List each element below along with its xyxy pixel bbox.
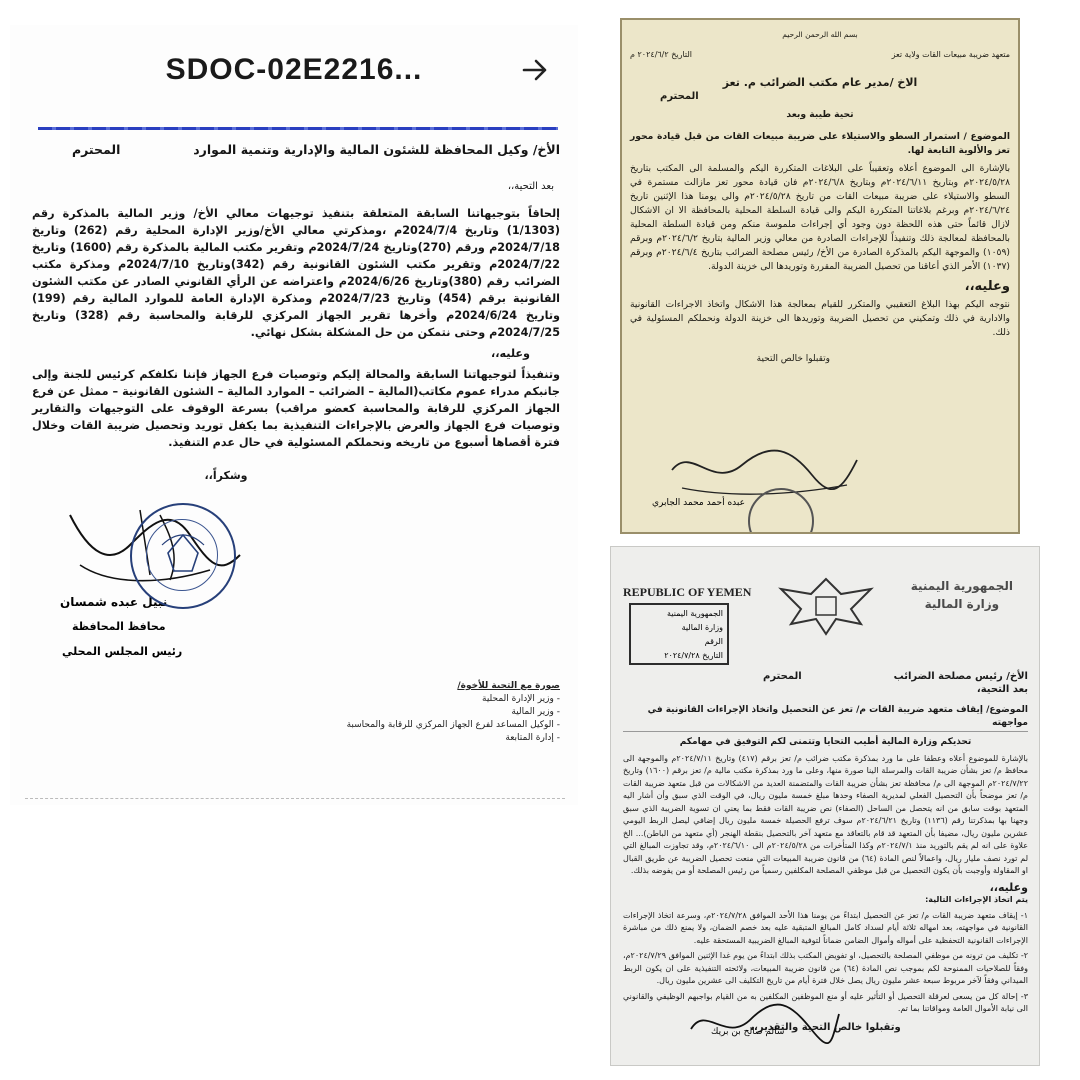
letter3-procedure-item: ٢- تكليف من ترونه من موظفي المصلحة بالتحصيل، او تفويض المكتب بذلك ابتداءً من يوم غدا الإثنين الموافق ٢٠٢٤/٧/٢٩م، وفقاً للصلاحيات الممنوحة لكم بموجب نص المادة (٦٤) من قانون ضريبة المبيعات، ولائحته التنفيذية على ان يكون الربط الميداني وفقاً لآخر مربوط سبعة عشر مليون ريال يصل خلال فترة أيام من تاريخ التكليف الى عشرين مليون ريال. [623, 951, 1028, 985]
letter2-wa-alayh: وعليه،، [964, 279, 1010, 294]
letter2-addressee: الاخ /مدير عام مكتب الضرائب م. تعز [722, 76, 918, 89]
letter1-cc-item: - الوكيل المساعد لفرع الجهاز المركزي للرقابة والمحاسبة [346, 720, 560, 730]
letter3-warning: تحذيكم وزارة المالية أطيب التحايا وتتمنى لكم التوفيق في مهامكم [679, 737, 972, 747]
official-seal-icon [130, 503, 236, 609]
document-panel-top-right [620, 18, 1020, 534]
letter1-thanks: وشكراً،، [204, 469, 248, 482]
letter2-greeting: تحية طيبة وبعد [786, 109, 854, 120]
document-panel-left [10, 25, 578, 805]
document-panel-bottom-right [610, 546, 1040, 1066]
letter3-right-header-line: الجمهورية اليمنية [910, 579, 1013, 593]
letter3-wa-alayh: وعليه،، [989, 880, 1028, 894]
letter3-signer: سالم صالح بن بريك [711, 1027, 785, 1037]
letter2-meta-row [630, 48, 1010, 62]
letter2-body [630, 28, 1010, 366]
letter3-procedures-intro: يتم اتخاذ الإجراءات التالية: [925, 895, 1028, 904]
letter2-closing: وتقبلوا خالص التحية [756, 354, 830, 364]
doc-header-bar [10, 25, 578, 115]
letter3-closing: وتقبلوا خالص التحية والتقدير،، [750, 1021, 901, 1033]
letter3-stamp-line: الجمهورية اليمنية [666, 609, 723, 618]
letter1-signer-title: محافظ المحافظة [72, 620, 166, 633]
handwritten-signature-icon [681, 999, 841, 1049]
letter2-paragraph-1: بالإشارة الى الموضوع أعلاه وتعقيباً على البلاغات المتكررة اليكم والمسلمة الى المكتب بتاريخ ٢٠٢٤/٥/٢٨م وبتاريخ ٢٠٢٤/٦/١١م وبتاريخ ٢٠٢٤/٦/٨م فان قيادة محور تعز مازالت مستمرة في السطو والاستيلاء على ضريبة مبيعات القات من تاريخ ٢٠٢٤/٥/٢٨م والى يومنا هذا الإثنين تاريخ ٢٠٢٤/٦/٢٤م وبرغم بلاغاتنا المتكررة اليكم والى قيادة السلطة المحلية بالمحافظة الا ان الاشكال لازال قائماً حتى هذه اللحظة دون وجود أي إجراءات ملموسة منكم ومن قيادة السلطة المحلية بالمحافظة لمعالجة ذلك وتنفيذاً للإجراءات الصادرة من معالي وزير المالية بتاريخ ٢٠٢٤/٦/٢م وبرقم (١٠٥٩) والموجهة اليكم بالمذكرة الصادرة من الأخ/ رئيس مصلحة الضرائب بتاريخ ٢٠٢٤/٦/٤م وبرقم (١٠٣٧) الأمر الذي أعاقنا من تحصيل الضريبة المقررة وتوريدها الى خزينة الدولة. [630, 163, 1010, 272]
eagle-emblem-icon [771, 569, 881, 639]
letter3-paragraph-1: بالإشارة للموضوع أعلاه وعطفا على ما ورد بمذكرة مكتب ضرائب م/ تعز برقم (٤١٧) وتاريخ ٢٠٢٤/٧/١١م والموجهة الى محافظ م/ تعز بشأن ضريبة القات والمرسلة الينا صورة منها، وعلى ما ورد بمذكرة مكتب مالية م/ تعز برقم (١٦٠٠) وتاريخ ٢٠٢٤/٧/٢٢م الموجهة الى م/ محافظة تعز بشأن ضريبة القات والمتضمنة العديد من الاشكالات من قبل متعهد ضريبة القات م/ تعز موضحاً بأن التحصيل الفعلي لمديرية الصفاء وحدها مبلغ خمسة مليون ريال، في الوقت الذي سبق وأن أشار اليه المتعهد بوقت سابق من انه يتحصل من الساحل (الصفاء) نص ضريبة القات فقط بما يعني ان تسوية الضريبة الذي سبق وجهنا بها بمذكرتنا رقم (١١٣٦) وتاريخ ٢٠٢٤/٦/٢١م سوف ترفع الحصيلة خمسة مليون ريال إضافي ليصل الربط اليومي عشرين مليون ريال، مضيفا بأن المتعهد قد قام بالتعاقد مع متعهد آخر بالتحصيل بنقطة الهنجر (أي متعهد من الباطن)... الخ علاوة على انه لم يقم بالتوريد منذ ٢٠٢٤/٧/١م وكذا المتأخرات من ٢٠٢٤/٥/٢٨م الى ٢٠٢٤/٦/١٠م، وقد تجاوزت المبالغ التي لم تورد نصف مليار ريال، واعمالاً لنص المادة (٦٤) من قانون ضريبة المبيعات التي منعت تحصيل الضريبة عن طريق القبال او المقاولة وأوجبت بأن يكون التحصيل من قبل موظفي المصلحة المكلفين رسمياً من رئيس المصلحة أو من يفوضه بذلك. [623, 753, 1029, 875]
letter2-date: التاريخ ٢٠٢٤/٦/٢ م [630, 50, 692, 59]
scan-edge-line [38, 127, 558, 130]
letter1-signer-title-2: رئيس المجلس المحلي [62, 645, 183, 658]
letter2-subject: الموضوع / استمرار السطو والاستيلاء على ضريبة مبيعات القات من قبل قيادة محور تعز والألوية التابعة لها. [630, 131, 1010, 156]
letter1-cc-item: - وزير الإدارة المحلية [482, 694, 560, 704]
letter1-cc-block [260, 680, 560, 745]
letter3-respect: المحترم [763, 671, 802, 682]
letter3-body [623, 671, 1028, 1034]
letter1-signer-name: نبيل عبده شمسان [60, 595, 168, 609]
letter2-basmala: بسم الله الرحمن الرحيم [782, 30, 858, 39]
letter3-registry-stamp [629, 603, 729, 665]
letter3-subject: الموضوع/ إيقاف متعهد ضريبة القات م/ تعز عن التحصيل واتخاذ الإجراءات القانونية في مواجهته [623, 704, 1028, 732]
letter3-right-header-line: وزارة المالية [924, 597, 1000, 611]
letter2-signer: عبده أحمد محمد الجابري [652, 498, 745, 508]
letter1-cc-item: - إدارة المتابعة [505, 733, 560, 743]
letter1-greeting: بعد التحية،، [507, 181, 554, 192]
letter3-stamp-line: الرقم [704, 637, 723, 646]
letter1-body [32, 135, 560, 484]
letter1-wa-alayh: وعليه،، [490, 347, 530, 360]
letter1-paragraph-2: وتنفيذاً لتوجيهاتنا السابقة والمحالة إليكم وتوصيات فرع الجهاز فإننا نكلفكم كرئيس للجنة وإلى جانبكم مدراء عموم مكاتب(المالية – الضرائب – الموارد المالية – الشئون القانونية – ممثل عن فرع الجهاز المركزي للرقابة والمحاسبة كعضو مراقب) بسرعة الوقوف على التوجيهات والتقارير وتوصيات فرع الجهاز والعرض بالإجراءات التنفيذية بما يكفل توريد وتحصيل ضريبة القات وخلال فترة أقصاها أسبوع من تاريخه ونحملكم المسئولية في حال عدم التنفيذ. [32, 368, 560, 449]
letter3-stamp-line: التاريخ ٢٠٢٤/٧/٢٨ [664, 651, 723, 660]
letter3-left-header: REPUBLIC OF YEMEN [623, 585, 752, 599]
doc-id-title: SDOC-02E2216... [165, 53, 423, 86]
letter1-addressee: الأخ/ وكيل المحافظة للشئون المالية والإدارية وتنمية الموارد [193, 142, 560, 157]
letter1-paragraph-1: إلحاقاً بتوجيهاتنا السابقة المتعلقة بتنفيذ توجيهات معالي الأخ/ وزير المالية بالمذكرة رقم (1/1303) وتاريخ 2024/7/4م ،ومذكرتي معالي الأخ/وزير الإدارة المحلية رقم (262) وتاريخ 2024/7/18م ورقم (270)وتاريخ 2024/7/24م وتقرير مكتب المالية بالمذكرة رقم (1600) وتاريخ 2024/7/22م وتقرير مكتب الشئون القانونية رقم (342)وتاريخ 2024/7/10م ومذكرة مكتب الضرائب رقم (380)وتاريخ 2024/6/26م واعتراضه عن الرأي القانوني الصادر عن مكتب الشئون القانونية برقم (454) وتاريخ 2024/7/23م ومذكرة الإدارة العامة للموارد المالية رقم (199) وتاريخ 2024/6/24م وأخرها تقرير الجهاز المركزي للرقابة والمحاسبة رقم (328) وتاريخ 2024/7/25م وحتى نتمكن من حل المشكلة بشكل نهائي. [32, 207, 561, 339]
scan-bottom-edge [25, 798, 565, 799]
letter2-respect: المحترم [660, 91, 699, 102]
letter3-address-row [623, 671, 1028, 684]
letter1-cc-item: - وزير المالية [511, 707, 560, 717]
handwritten-signature-icon [662, 440, 862, 500]
letter3-addressee: الأخ/ رئيس مصلحة الضرائب [893, 671, 1028, 682]
letter1-respect: المحترم [72, 142, 121, 157]
letter3-procedure-item: ٣- إحالة كل من يسعى لعرقلة التحصيل أو التأثير عليه أو منع الموظفين المكلفين به من القيام بواجبهم الوظيفي والقانوني الى نيابة الأموال العامة ومواقاتنا بما تم. [623, 991, 1028, 1013]
letter3-after-greeting: بعد التحية، [976, 683, 1028, 695]
letter2-sender: متعهد ضريبة مبيعات القات ولاية تعز [891, 50, 1010, 59]
arrow-right-icon[interactable] [520, 55, 550, 85]
letter3-stamp-line: وزارة المالية [681, 623, 723, 632]
letter1-address-line [32, 141, 560, 158]
letter3-procedure-item: ١- إيقاف متعهد ضريبة القات م/ تعز عن التحصيل ابتداءً من يومنا هذا الأحد الموافق ٢٠٢٤/٧/٢٨م، وسرعة اتخاذ الإجراءات القانونية في مواجهته، بعد امهاله ثلاثة أيام لسداد كامل المبالغ المتبقية عليه بعد خصم الضمان، ولا يمنع ذلك من مباشرة الإجراءات القانونية التحفظية على أمواله وأموال الضامن ضماناً لتوفية المبالغ الضريبية المستحقة عليه. [623, 910, 1028, 945]
letter2-paragraph-2: نتوجه اليكم بهذا البلاغ التعقيبي والمتكرر للقيام بمعالجة هذا الاشكال واتخاذ الاجراءات القانونية والادارية في ذلك وتمكيني من تحصيل الضريبة وتوريدها الى خزينة الدولة ونحملكم المسئولية في ذلك. [630, 299, 1010, 338]
letter1-cc-title: صورة مع التحية للأخوة/ [457, 681, 560, 691]
letter3-right-header [911, 577, 1013, 613]
